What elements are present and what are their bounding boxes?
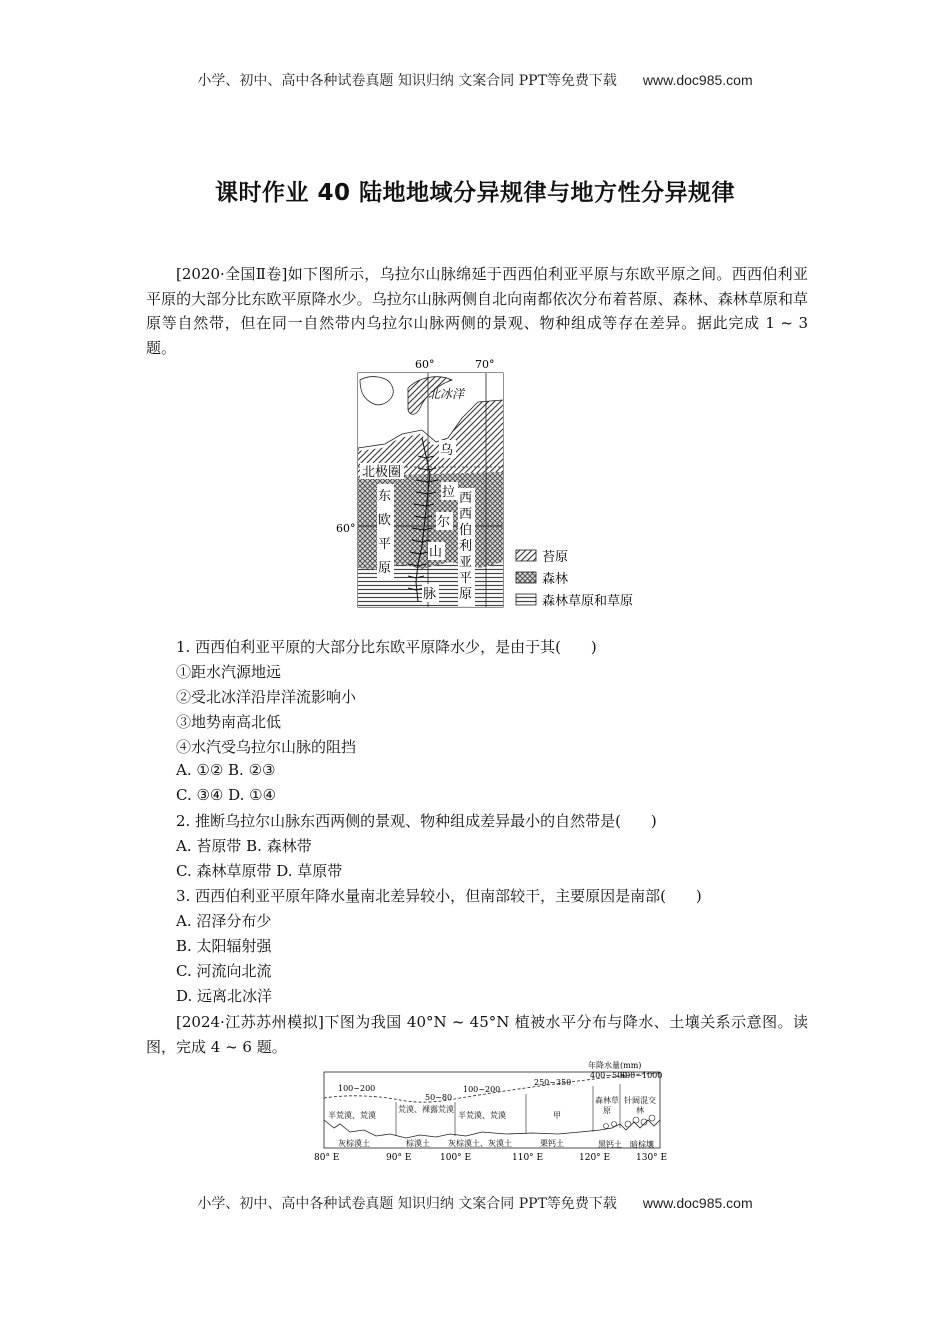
q1-stem: 1. 西西伯利亚平原的大部分比东欧平原降水少，是由于其( ) [176, 638, 597, 656]
svg-text:脉: 脉 [423, 587, 437, 602]
svg-text:50~80: 50~80 [425, 1093, 453, 1102]
page-footer [0, 1193, 950, 1213]
svg-text:100° E: 100° E [440, 1153, 472, 1163]
svg-text:西: 西 [459, 491, 473, 506]
lon-label-60: 60° [415, 358, 435, 371]
q2-options-ab: A. 苔原带 B. 森林带 [176, 837, 312, 855]
svg-text:栗钙土: 栗钙土 [540, 1139, 564, 1148]
svg-text:600~1000: 600~1000 [620, 1071, 663, 1080]
header-text: 小学、初中、高中各种试卷真题 知识归纳 文案合同 PPT等免费下载 [197, 73, 617, 89]
svg-text:尔: 尔 [437, 515, 451, 530]
svg-text:利: 利 [459, 539, 473, 554]
svg-text:原: 原 [459, 587, 473, 602]
intro2-paragraph: [2024·江苏苏州模拟]下图为我国 40°N ~ 45°N 植被水平分布与降水、土壤关系示意图。读图，完成 4 ~ 6 题。 [146, 1013, 808, 1056]
svg-text:山: 山 [429, 545, 443, 560]
footer-site[interactable]: www.doc985.com [642, 1195, 753, 1211]
svg-text:甲: 甲 [553, 1111, 561, 1120]
svg-text:灰棕漠土: 灰棕漠土 [338, 1139, 370, 1148]
legend-steppe-swatch [516, 594, 536, 605]
lat-label-60: 60° [336, 522, 356, 535]
svg-text:森林草原和草原: 森林草原和草原 [542, 594, 634, 609]
svg-text:东: 东 [378, 489, 392, 504]
q2-stem: 2. 推断乌拉尔山脉东西两侧的景观、物种组成差异最小的自然带是( ) [176, 812, 657, 830]
q3-option-b: B. 太阳辐射强 [176, 937, 272, 955]
page-title: 课时作业 40 陆地地域分异规律与地方性分异规律 [214, 180, 736, 206]
q1-item-2: ②受北冰洋沿岸洋流影响小 [176, 688, 357, 706]
east-europe-label [377, 484, 394, 580]
svg-text:暗棕壤: 暗棕壤 [630, 1140, 654, 1149]
svg-text:130° E: 130° E [636, 1153, 668, 1163]
svg-text:乌: 乌 [440, 443, 454, 458]
ural-map [330, 356, 650, 612]
q1-item-3: ③地势南高北低 [176, 713, 282, 731]
svg-text:90° E: 90° E [386, 1153, 412, 1163]
svg-text:80° E: 80° E [314, 1153, 340, 1163]
svg-text:250~350: 250~350 [534, 1078, 572, 1087]
svg-text:拉: 拉 [442, 485, 456, 500]
q3-option-d: D. 远离北冰洋 [176, 987, 273, 1005]
svg-text:100~200: 100~200 [463, 1085, 501, 1094]
q3-stem: 3. 西西伯利亚平原年降水量南北差异较小，但南部较干，主要原因是南部( ) [176, 887, 702, 905]
q1-options-ab: A. ①② B. ②③ [176, 761, 276, 779]
svg-text:原: 原 [378, 561, 392, 576]
svg-text:森林: 森林 [542, 572, 569, 587]
q3-option-a: A. 沼泽分布少 [176, 912, 272, 930]
page-header [0, 70, 950, 90]
header-site[interactable]: www.doc985.com [642, 72, 753, 88]
svg-text:西: 西 [459, 507, 473, 522]
veg-label-2: 荒漠、裸露荒漠 [398, 1105, 454, 1114]
svg-text:半荒漠、荒漠: 半荒漠、荒漠 [328, 1111, 376, 1120]
ocean-label: 北冰洋 [428, 387, 465, 401]
svg-text:平: 平 [459, 571, 473, 586]
svg-text:120° E: 120° E [579, 1153, 611, 1163]
q1-item-4: ④水汽受乌拉尔山脉的阻挡 [176, 738, 357, 756]
lon-label-70: 70° [475, 358, 495, 371]
svg-text:100~200: 100~200 [338, 1084, 376, 1093]
legend-tundra-swatch [516, 550, 536, 561]
west-siberia-label [458, 488, 475, 606]
intro-paragraph: [2020·全国Ⅱ卷]如下图所示，乌拉尔山脉绵延于西西伯利亚平原与东欧平原之间。西西伯利亚平原的大部分比东欧平原降水少。乌拉尔山脉两侧自北向南都依次分布着苔原、森林、森林草原和草原等自然带，但在同一自然带内乌拉尔山脉两侧的景观、物种组成等存在差异。据此完成 1 ~ 3 题。 [146, 265, 808, 357]
q1-item-1: ①距水汽源地远 [176, 663, 282, 681]
profile-axis-title: 年降水量(mm) [588, 1061, 642, 1070]
q2-options-cd: C. 森林草原带 D. 草原带 [176, 862, 343, 880]
svg-text:平: 平 [378, 537, 392, 552]
svg-text:110° E: 110° E [512, 1153, 544, 1163]
vegetation-profile [310, 1058, 670, 1164]
arctic-circle-label: 北极圈 [362, 465, 402, 480]
q1-options-cd: C. ③④ D. ①④ [176, 786, 277, 804]
veg-label-6: 针阔混交林 [624, 1096, 656, 1115]
veg-label-5: 森林草原 [595, 1096, 619, 1115]
svg-text:棕漠土: 棕漠土 [406, 1139, 430, 1148]
svg-text:灰棕漠土、灰漠土: 灰棕漠土、灰漠土 [448, 1139, 512, 1148]
svg-text:黑钙土: 黑钙土 [598, 1140, 622, 1149]
svg-text:苔原: 苔原 [542, 550, 569, 565]
svg-text:半荒漠、荒漠: 半荒漠、荒漠 [458, 1111, 506, 1120]
svg-text:400~500: 400~500 [590, 1071, 628, 1080]
footer-text: 小学、初中、高中各种试卷真题 知识归纳 文案合同 PPT等免费下载 [197, 1196, 617, 1212]
svg-text:亚: 亚 [459, 555, 473, 570]
svg-text:伯: 伯 [459, 523, 473, 538]
map-legend [516, 550, 633, 609]
x-tick-labels [314, 1153, 667, 1163]
svg-text:欧: 欧 [378, 513, 392, 528]
q3-option-c: C. 河流向北流 [176, 962, 272, 980]
legend-forest-swatch [516, 572, 536, 583]
